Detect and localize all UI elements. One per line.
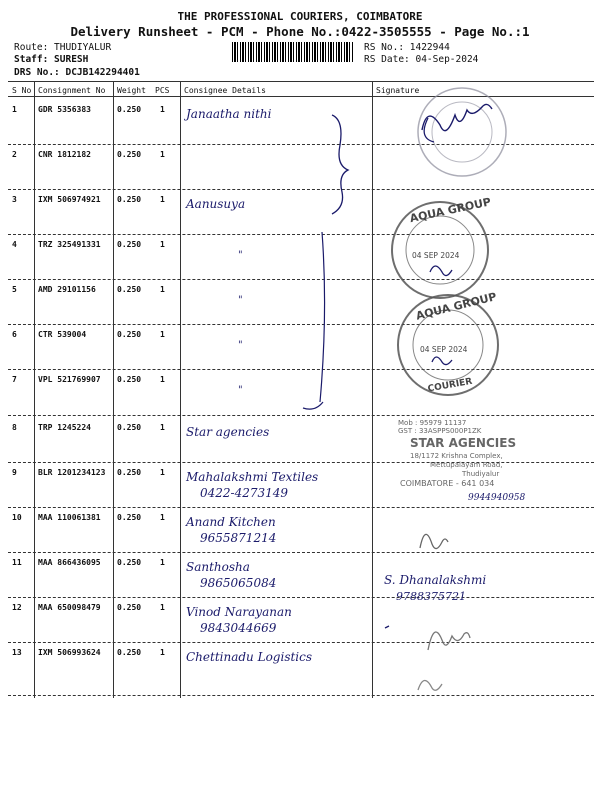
row-pcs: 1 [160,513,165,522]
row-pcs: 1 [160,423,165,432]
star-stamp-name: STAR AGENCIES [410,436,517,450]
row-consignment-no: CTR 539004 [38,330,87,339]
route-label: Route: THUDIYALUR [14,42,112,53]
row-consignee-name: Mahalakshmi Textiles [186,470,319,484]
star-stamp-addr4: COIMBATORE - 641 034 [400,479,495,488]
col-header-pcs: PCS [155,86,170,95]
row-consignment-no: TRP 1245224 [38,423,91,432]
aqua-stamp2-date: 04 SEP 2024 [420,345,468,354]
row-consignment-no: CNR 1812182 [38,150,91,159]
row-sno: 13 [12,648,22,657]
row-consignment-no: IXM 506974921 [38,195,101,204]
row-weight: 0.250 [117,468,142,477]
col-header-consignee: Consignee Details [184,86,266,95]
rs-number: RS No.: 1422944 [364,42,450,53]
sig-name-row11: S. Dhanalakshmi [384,573,487,587]
row-pcs: 1 [160,150,165,159]
row-pcs: 1 [160,105,165,114]
row-consignee-name: " [238,385,243,396]
row-consignee-name: Chettinadu Logistics [186,650,313,664]
row-consignment-no: VPL 521769907 [38,375,101,384]
row-consignee-name: Anand Kitchen [186,515,276,529]
row-weight: 0.250 [117,513,142,522]
row-pcs: 1 [160,468,165,477]
star-stamp-addr1: 18/1172 Krishna Complex, [410,452,503,460]
row-sno: 4 [12,240,17,249]
row-pcs: 1 [160,240,165,249]
row-consignee-name: " [238,340,243,351]
row-weight: 0.250 [117,105,142,114]
row-consignment-no: TRZ 325491331 [38,240,101,249]
row-sno: 8 [12,423,17,432]
row-consignee-name: Aanusuya [186,197,246,211]
staff-label: Staff: SURESH [14,54,89,65]
row-sno: 12 [12,603,22,612]
drs-number: DRS No.: DCJB142294401 [14,67,140,78]
row-sno: 7 [12,375,17,384]
row-pcs: 1 [160,330,165,339]
row-consignment-no: BLR 1201234123 [38,468,106,477]
star-stamp-gst: GST : 33ASPPS000P1ZK [398,427,482,435]
row-consignment-no: MAA 650098479 [38,603,101,612]
row-weight: 0.250 [117,150,142,159]
row-consignee-phone: 9655871214 [200,531,277,545]
row-weight: 0.250 [117,375,142,384]
row-weight: 0.250 [117,648,142,657]
row-pcs: 1 [160,603,165,612]
star-stamp-addr3: Thudiyalur [462,470,500,478]
row-sno: 10 [12,513,22,522]
page-title: Delivery Runsheet - PCM - Phone No.:0422-3505555 - Page No.:1 [70,24,530,39]
star-stamp-addr2: Mettupalayam Road, [430,461,503,469]
row-sno: 9 [12,468,17,477]
col-header-signature: Signature [376,86,420,95]
star-stamp-mob: Mob : 95979 11137 [398,419,467,427]
col-header-consignment: Consignment No [38,86,106,95]
row-weight: 0.250 [117,558,142,567]
row-consignment-no: IXM 506993624 [38,648,101,657]
row-pcs: 1 [160,285,165,294]
row-consignee-name: Santhosha [186,560,250,574]
row-consignee-name: " [238,250,243,261]
row-consignee-phone: 9843044669 [200,621,277,635]
row-consignment-no: MAA 110061381 [38,513,101,522]
row-consignment-no: GDR 5356383 [38,105,91,114]
row-consignee-name: Star agencies [186,425,270,439]
row-sno: 11 [12,558,22,567]
row-pcs: 1 [160,558,165,567]
row-consignment-no: MAA 866436095 [38,558,101,567]
row-consignment-no: AMD 29101156 [38,285,96,294]
row-weight: 0.250 [117,240,142,249]
company-name: THE PROFESSIONAL COURIERS, COIMBATORE [177,10,423,23]
rs-date: RS Date: 04-Sep-2024 [364,54,479,65]
row-sno: 6 [12,330,17,339]
aqua-stamp-top-text: AQUA GROUP [408,195,493,226]
sig-phone-row11: 9788375721 [396,590,466,603]
aqua-stamp-date: 04 SEP 2024 [412,251,460,260]
aqua-stamp2-bottom-text: COURIER [427,376,474,395]
row-consignee-name: Vinod Narayanan [186,605,292,619]
row-pcs: 1 [160,648,165,657]
row-pcs: 1 [160,375,165,384]
row-consignee-name: " [238,295,243,306]
row-consignee-phone: 0422-4273149 [200,486,289,500]
row-sno: 1 [12,105,17,114]
row-sno: 2 [12,150,17,159]
row-weight: 0.250 [117,285,142,294]
col-header-weight: Weight [117,86,146,95]
row-consignee-name: Janaatha nithi [186,107,272,121]
row-consignee-phone: 9865065084 [200,576,277,590]
row-weight: 0.250 [117,330,142,339]
row-weight: 0.250 [117,195,142,204]
row-weight: 0.250 [117,423,142,432]
sig-phone-row9: 9944940958 [468,493,526,503]
col-header-sno: S No [12,86,32,95]
row-sno: 5 [12,285,17,294]
aqua-stamp2-top-text: AQUA GROUP [414,290,498,323]
row-weight: 0.250 [117,603,142,612]
row-pcs: 1 [160,195,165,204]
row-sno: 3 [12,195,17,204]
